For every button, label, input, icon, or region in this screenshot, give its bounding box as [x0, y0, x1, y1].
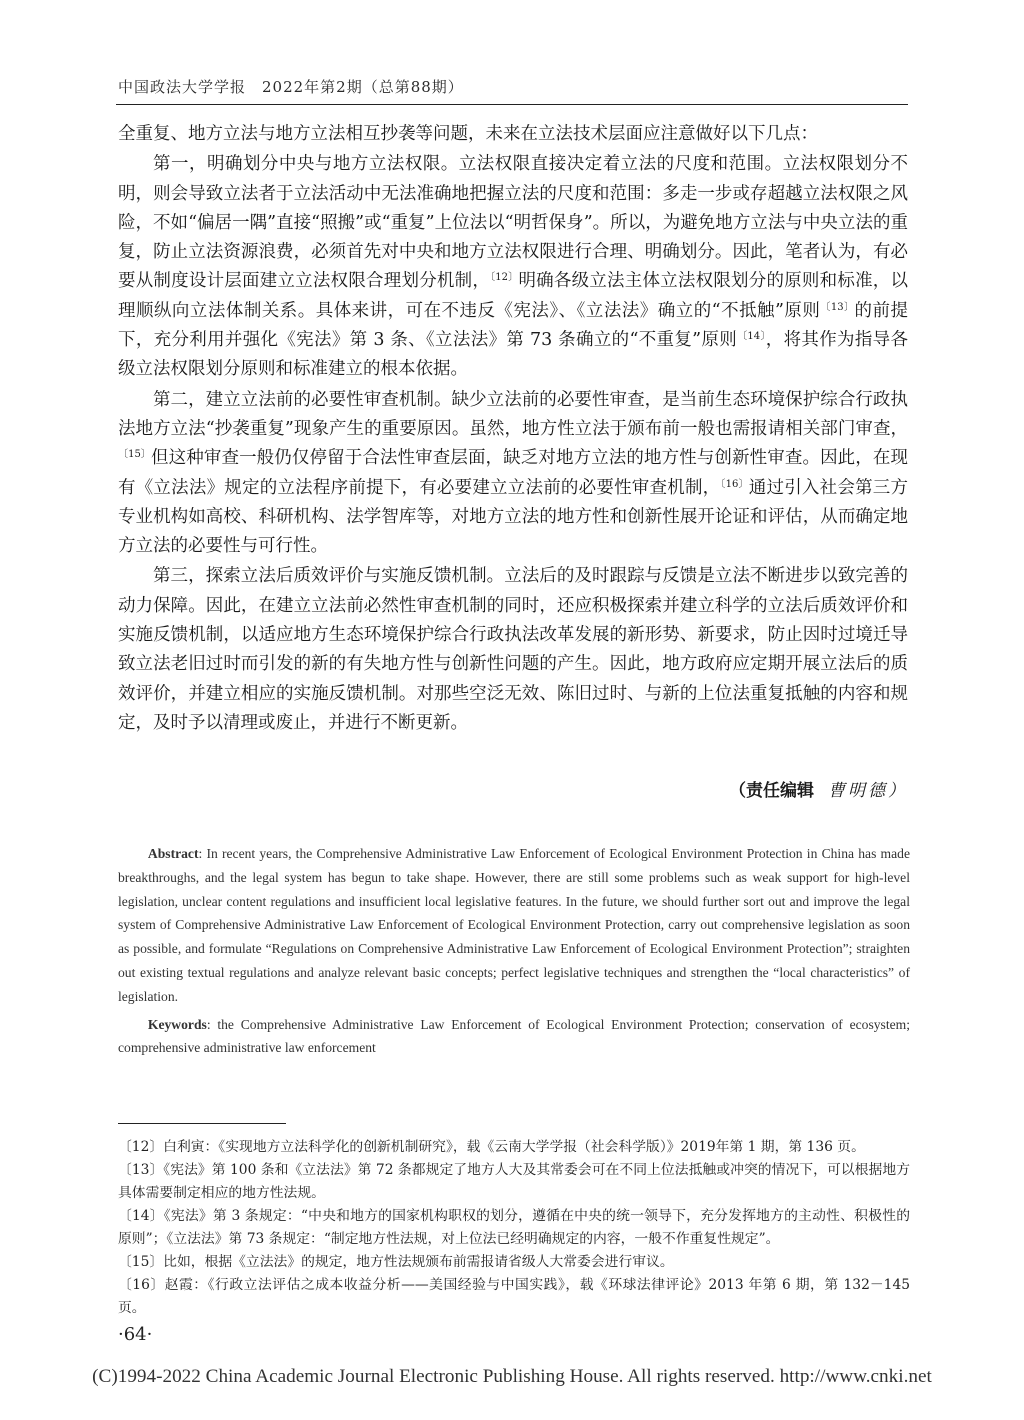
footnote-ref-16[interactable]: 〔16〕: [720, 478, 749, 490]
footnotes: [118, 1136, 910, 1320]
footnote-ref-13[interactable]: 〔13〕: [820, 301, 855, 313]
footnote-12: 〔12〕白利寅：《实现地方立法科学化的创新机制研究》，载《云南大学学报（社会科学版）》2019年第 1 期，第 136 页。: [118, 1139, 865, 1155]
responsible-editor: [729, 776, 908, 801]
abstract-block: [118, 842, 910, 1060]
abstract-text: : In recent years, the Comprehensive Administrative Law Enforcement of Ecological Environment Protection in China has made breakthroughs, and the legal system has begun to take shape. However, there are still some problems such as weak support for high-level legislation, unclear content regulations and insufficient local legislative features. In the future, we should further sort out and improve the legal system of Comprehensive Administrative Law Enforcement of Ecological Environment Protection, carry out comprehensive legislation as soon as possible, and formulate “Regulations on Comprehensive Administrative Law Enforcement of Ecological Environment Protection”; straighten out existing textual regulations and analyze relevant basic concepts; perfect legislative techniques and strengthen the “local characteristics” of legislation.: [118, 846, 910, 1004]
text-run: 第一，明确划分中央与地方立法权限。立法权限直接决定着立法的尺度和范围。立法权限划分不明，则会导致立法者于立法活动中无法准确地把握立法的尺度和范围：多走一步或存超越立法权限之风险，不如“偏居一隅”直接“照搬”或“重复”上位法以“明哲保身”。所以，为避免地方立法与中央立法的重复，防止立法资源浪费，必须首先对中央和地方立法权限进行合理、明确划分。因此，笔者认为，有必要从制度设计层面建立立法权限合理划分机制，: [118, 154, 908, 292]
footnote-16: 〔16〕赵霞：《行政立法评估之成本收益分析——美国经验与中国实践》，载《环球法律评论》2013 年第 6 期，第 132－145 页。: [118, 1277, 910, 1316]
main-text: [118, 120, 908, 738]
paragraph-third: 第三，探索立法后质效评价与实施反馈机制。立法后的及时跟踪与反馈是立法不断进步以致完善的动力保障。因此，在建立立法前必然性审查机制的同时，还应积极探索并建立科学的立法后质效评价和实施反馈机制，以适应地方生态环境保护综合行政执法改革发展的新形势、新要求，防止因时过境迁导致立法老旧过时而引发的新的有失地方性与创新性问题的产生。因此，地方政府应定期开展立法后的质效评价，并建立相应的实施反馈机制。对那些空泛无效、陈旧过时、与新的上位法重复抵触的内容和规定，及时予以清理或废止，并进行不断更新。: [118, 566, 908, 733]
footnote-rule: [118, 1123, 286, 1124]
text-run: 但这种审查一般仍仅停留于合法性审查层面，缺乏对地方立法的地方性与创新性审查。因此，在现有《立法法》规定的立法程序前提下，有必要建立立法前的必要性审查机制，: [118, 448, 908, 498]
page-number: ·64·: [118, 1324, 153, 1345]
text-run: ，将其作为指导各级立法权限划分原则和标准建立的根本依据。: [118, 330, 908, 380]
editor-label: （责任编辑: [729, 781, 814, 801]
running-head: 中国政法大学学报 2022年第2期（总第88期）: [118, 78, 464, 96]
footnote-13: 〔13〕《宪法》第 100 条和《立法法》第 72 条都规定了地方人大及其常委会可在不同上位法抵触或冲突的情况下，可以根据地方具体需要制定相应的地方性法规。: [118, 1162, 910, 1201]
paragraph-first: [118, 150, 908, 384]
paragraph-second: [118, 386, 908, 562]
text-run: 的前提下，充分利用并强化《宪法》第 3 条、《立法法》第 73 条确立的“不重复”原则: [118, 300, 908, 351]
keywords: [118, 1013, 910, 1061]
keywords-label: Keywords: [147, 1016, 207, 1032]
abstract-label: Abstract: [147, 846, 199, 861]
paragraph-continuation: 全重复、地方立法与地方立法相互抄袭等问题，未来在立法技术层面应注意做好以下几点：: [118, 124, 818, 144]
text-run: 通过引入社会第三方专业机构如高校、科研机构、法学智库等，对地方立法的地方性和创新性展开论证和评估，从而确定地方立法的必要性与可行性。: [118, 477, 909, 557]
footnote-ref-12[interactable]: 〔12〕: [490, 272, 519, 284]
editor-name: 曹明德）: [828, 781, 908, 801]
footnote-15: 〔15〕比如，根据《立法法》的规定，地方性法规颁布前需报请省级人大常委会进行审议。: [118, 1254, 674, 1270]
footnote-14: 〔14〕《宪法》第 3 条规定：“中央和地方的国家机构职权的划分，遵循在中央的统一领导下，充分发挥地方的主动性、积极性的原则”；《立法法》第 73 条规定：“制定地方性法规，对上位法已经明确规定的内容，一般不作重复性规定”。: [118, 1208, 910, 1247]
keywords-text: : the Comprehensive Administrative Law Enforcement of Ecological Environment Protection; conservation of ecosystem; comprehensive administrative law enforcement: [118, 1016, 910, 1056]
footnote-ref-15[interactable]: 〔15〕: [118, 449, 152, 461]
copyright-line: (C)1994-2022 China Academic Journal Electronic Publishing House. All rights reserved. http://www.cnki.net: [92, 1366, 932, 1387]
text-run: 第二，建立立法前的必要性审查机制。缺少立法前的必要性审查，是当前生态环境保护综合行政执法地方立法“抄袭重复”现象产生的重要原因。虽然，地方性立法于颁布前一般也需报请相关部门审查，: [118, 389, 908, 439]
header-rule: [116, 104, 908, 105]
abstract: [118, 842, 910, 1009]
text-run: 明确各级立法主体立法权限划分的原则和标准，以理顺纵向立法体制关系。具体来讲，可在不违反《宪法》、《立法法》确立的“不抵触”原则: [118, 271, 909, 321]
footnote-ref-14[interactable]: 〔14〕: [737, 331, 766, 343]
